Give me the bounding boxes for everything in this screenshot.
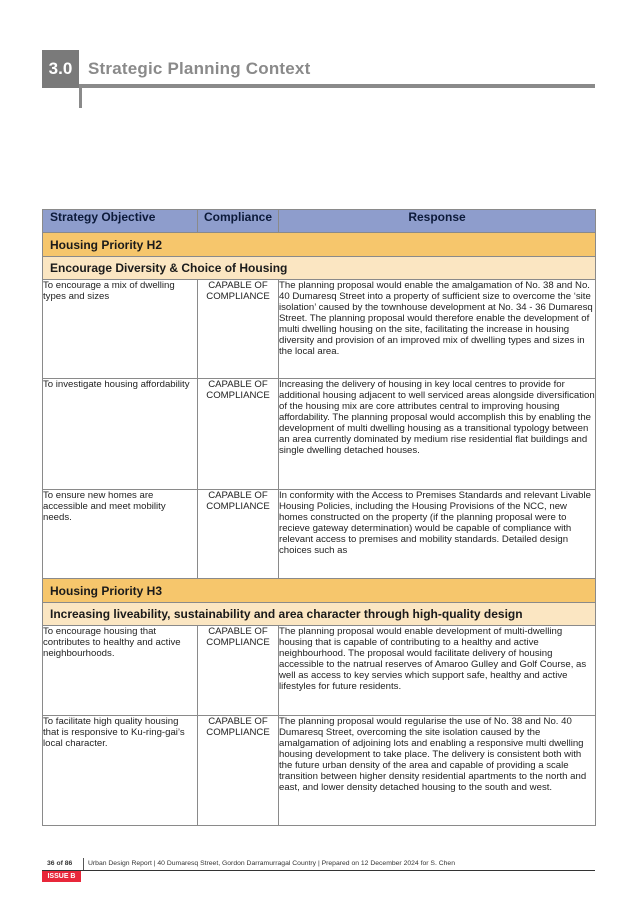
column-header-compliance: Compliance [198, 210, 279, 233]
table-row [43, 626, 596, 716]
subheading-label: Encourage Diversity & Choice of Housing [43, 257, 596, 280]
header-vertical-rule [79, 88, 82, 108]
subheading-row [43, 603, 596, 626]
response-cell: The planning proposal would enable development of multi-dwelling housing that is capable of contributing to a healthy and active neighbourhood. The proposal would facilitate delivery of housing accessible to the natrual reserves of Amaroo Gulley and Golf Course, as well as access to key servies which support safe, healthy and active lifestyles for future residents. [279, 626, 596, 716]
column-header-response: Response [279, 210, 596, 233]
compliance-cell: CAPABLE OF COMPLIANCE [198, 490, 279, 579]
subheading-row [43, 257, 596, 280]
subheading-label: Increasing liveability, sustainability and area character through high-quality design [43, 603, 596, 626]
compliance-cell: CAPABLE OF COMPLIANCE [198, 626, 279, 716]
compliance-cell: CAPABLE OF COMPLIANCE [198, 716, 279, 826]
table-row [43, 379, 596, 490]
table-row [43, 280, 596, 379]
response-cell: The planning proposal would enable the amalgamation of No. 38 and No. 40 Dumaresq Street into a property of sufficient size to overcome the ‘site isolation’ caused by the townhouse development at No. 34 - 36 Dumaresq Street. The planning proposal would therefore enable the development of multi dwelling housing on the site, facilitating the increase in housing diversity and provision of an improved mix of dwelling types and sizes in the local area. [279, 280, 596, 379]
strategy-table [42, 209, 596, 826]
response-cell: The planning proposal would regularise the use of No. 38 and No. 40 Dumaresq Street, overcoming the site isolation caused by the amalgamation of adjoining lots and enabling a responsive multi dwelling housing development to take place. The delivery is consistent both with the future urban density of the area and capable of providing a scale transition between higher density residential apartments to the north and east, and lower density detached housing to the south and west. [279, 716, 596, 826]
table-row [43, 490, 596, 579]
compliance-cell: CAPABLE OF COMPLIANCE [198, 280, 279, 379]
page-number: 36 of 86 [47, 860, 73, 867]
issue-badge: ISSUE B [42, 871, 81, 882]
objective-cell: To encourage a mix of dwelling types and sizes [43, 280, 198, 379]
priority-label: Housing Priority H3 [43, 579, 596, 603]
response-cell: In conformity with the Access to Premises Standards and relevant Livable Housing Policies, including the Housing Provisions of the NCC, new homes constructed on the property (if the planning proposal were to recieve gateway determination) would be capable of compliance with relevant access to premises and mobility standards. Detailed design choices such as [279, 490, 596, 579]
objective-cell: To facilitate high quality housing that is responsive to Ku-ring-gai’s local character. [43, 716, 198, 826]
priority-row [43, 233, 596, 257]
footer-separator [83, 858, 84, 870]
compliance-cell: CAPABLE OF COMPLIANCE [198, 379, 279, 490]
objective-cell: To encourage housing that contributes to healthy and active neighbourhoods. [43, 626, 198, 716]
footer-rule [42, 870, 595, 871]
objective-cell: To ensure new homes are accessible and meet mobility needs. [43, 490, 198, 579]
column-header-objective: Strategy Objective [43, 210, 198, 233]
section-title: Strategic Planning Context [88, 59, 311, 78]
footer-text: Urban Design Report | 40 Dumaresq Street, Gordon Darramurragal Country | Prepared on 12 December 2024 for S. Chen [88, 860, 455, 867]
table-row [43, 716, 596, 826]
response-cell: Increasing the delivery of housing in key local centres to provide for additional housing adjacent to well serviced areas alongside diversification of the housing mix are core attributes central to improving housing affordability. The planning proposal would accomplish this by enabling the development of multi dwelling housing as a transitional typology between an area currently dominated by medium rise residential flat buildings and single dwelling detached houses. [279, 379, 596, 490]
section-number: 3.0 [42, 50, 79, 88]
table-header-row [43, 210, 596, 233]
header-rule [79, 84, 595, 88]
priority-label: Housing Priority H2 [43, 233, 596, 257]
priority-row [43, 579, 596, 603]
section-header [42, 50, 595, 88]
objective-cell: To investigate housing affordability [43, 379, 198, 490]
